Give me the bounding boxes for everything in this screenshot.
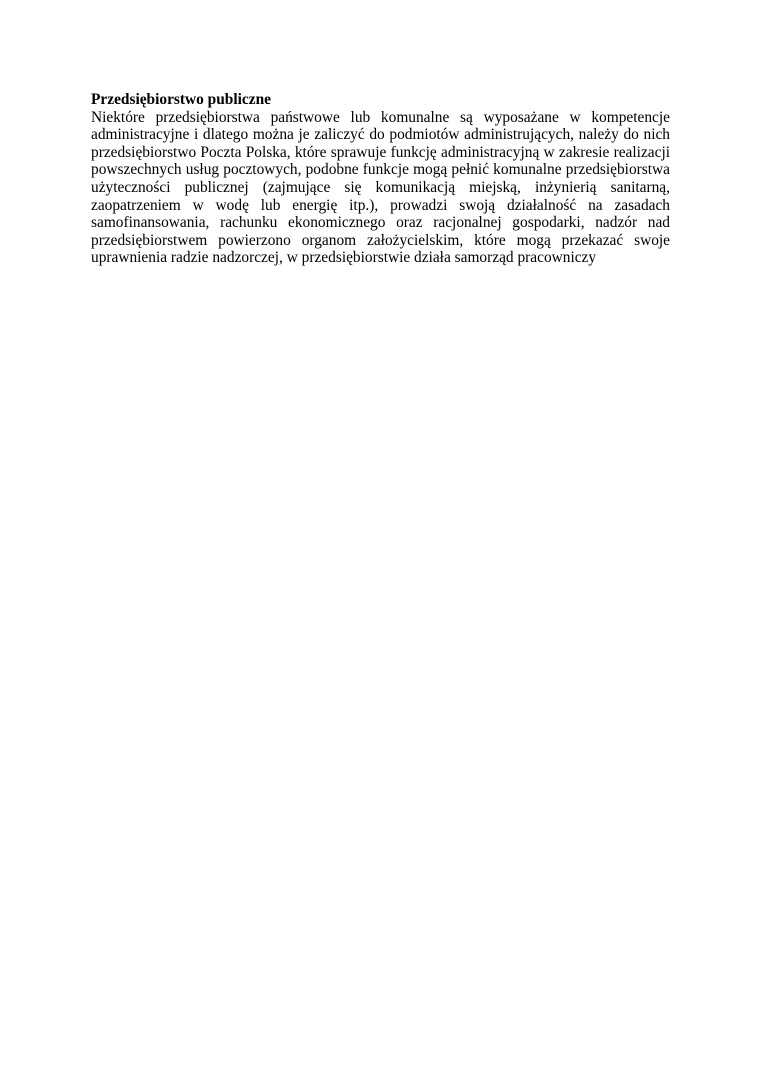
body-paragraph <box>91 109 670 267</box>
paragraph-line: użyteczności publicznej (zajmujące się komunikacją miejską, inżynierią sanitarną, <box>91 178 670 196</box>
paragraph-line: powszechnych usług pocztowych, podobne funkcje mogą pełnić komunalne przedsiębiorstwa <box>91 161 670 179</box>
paragraph-line: administracyjne i dlatego można je zaliczyć do podmiotów administrujących, należy do nich <box>91 126 670 144</box>
paragraph-line: samofinansowania, rachunku ekonomicznego oraz racjonalnej gospodarki, nadzór nad <box>91 214 670 232</box>
paragraph-line: uprawnienia radzie nadzorczej, w przedsiębiorstwie działa samorząd pracowniczy <box>91 249 597 267</box>
section-heading: Przedsiębiorstwo publiczne <box>91 91 271 108</box>
paragraph-line: przedsiębiorstwem powierzono organom założycielskim, które mogą przekazać swoje <box>91 231 670 249</box>
document-body <box>91 91 670 267</box>
paragraph-line: zaopatrzeniem w wodę lub energię itp.), prowadzi swoją działalność na zasadach <box>91 196 670 214</box>
paragraph-line: przedsiębiorstwo Poczta Polska, które sprawuje funkcję administracyjną w zakresie realizacji <box>91 143 670 161</box>
paragraph-line: Niektóre przedsiębiorstwa państwowe lub komunalne są wyposażane w kompetencje <box>91 108 670 126</box>
